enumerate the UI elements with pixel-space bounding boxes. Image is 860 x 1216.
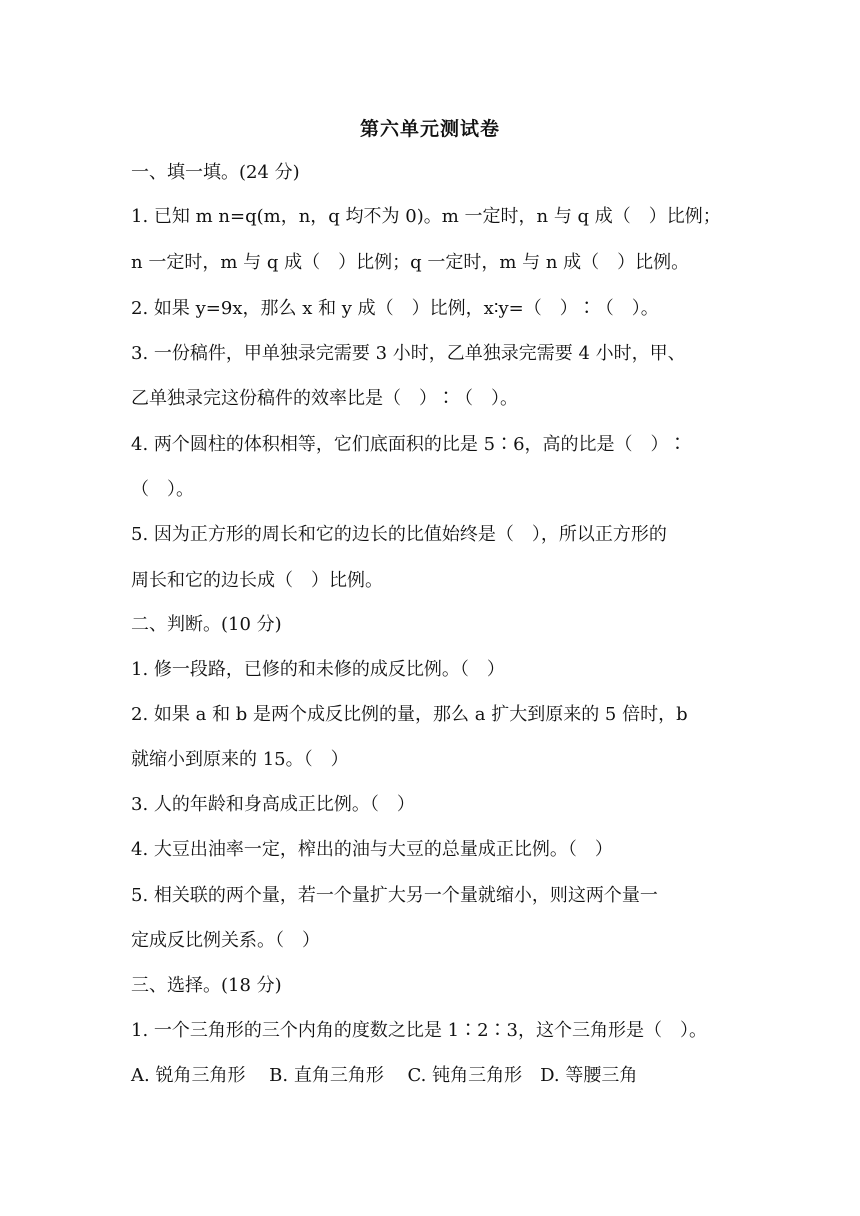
question-line: 5. 因为正方形的周长和它的边长的比值始终是（ ），所以正方形的 <box>131 524 667 545</box>
question-line: 5. 相关联的两个量，若一个量扩大另一个量就缩小，则这两个量一 <box>131 885 658 906</box>
question-line: 4. 大豆出油率一定，榨出的油与大豆的总量成正比例。（ ） <box>131 839 613 860</box>
question-line: 1. 已知 m n=q(m，n，q 均不为 0)。m 一定时，n 与 q 成（ ）比例； <box>131 206 721 227</box>
section-heading-judge: 二、判断。(10 分) <box>131 614 282 635</box>
question-line: 3. 一份稿件，甲单独录完需要 3 小时，乙单独录完需要 4 小时，甲、 <box>131 343 686 364</box>
question-line: 1. 一个三角形的三个内角的度数之比是 1∶2∶3，这个三角形是（ ）。 <box>131 1020 707 1041</box>
question-line: （ ）。 <box>131 479 194 500</box>
question-line: 2. 如果 a 和 b 是两个成反比例的量，那么 a 扩大到原来的 5 倍时，b <box>131 704 688 725</box>
answer-options: A. 锐角三角形 B. 直角三角形 C. 钝角三角形 D. 等腰三角 <box>131 1065 638 1086</box>
question-line: 周长和它的边长成（ ）比例。 <box>131 570 383 591</box>
page-title: 第六单元测试卷 <box>359 118 500 140</box>
question-line: 3. 人的年龄和身高成正比例。（ ） <box>131 794 415 815</box>
question-line: 就缩小到原来的 15。（ ） <box>131 749 349 770</box>
question-line: 2. 如果 y=9x，那么 x 和 y 成（ ）比例，x∶y=（ ）∶（ ）。 <box>131 298 659 319</box>
question-line: n 一定时，m 与 q 成（ ）比例；q 一定时，m 与 n 成（ ）比例。 <box>131 252 690 273</box>
section-heading-choice: 三、选择。(18 分) <box>131 975 282 996</box>
question-line: 乙单独录完这份稿件的效率比是（ ）∶（ ）。 <box>131 388 518 409</box>
question-line: 4. 两个圆柱的体积相等，它们底面积的比是 5∶6，高的比是（ ）∶ <box>131 434 687 455</box>
section-heading-fill: 一、填一填。(24 分) <box>131 162 300 183</box>
question-line: 1. 修一段路，已修的和未修的成反比例。（ ） <box>131 659 505 680</box>
question-line: 定成反比例关系。（ ） <box>131 930 320 951</box>
